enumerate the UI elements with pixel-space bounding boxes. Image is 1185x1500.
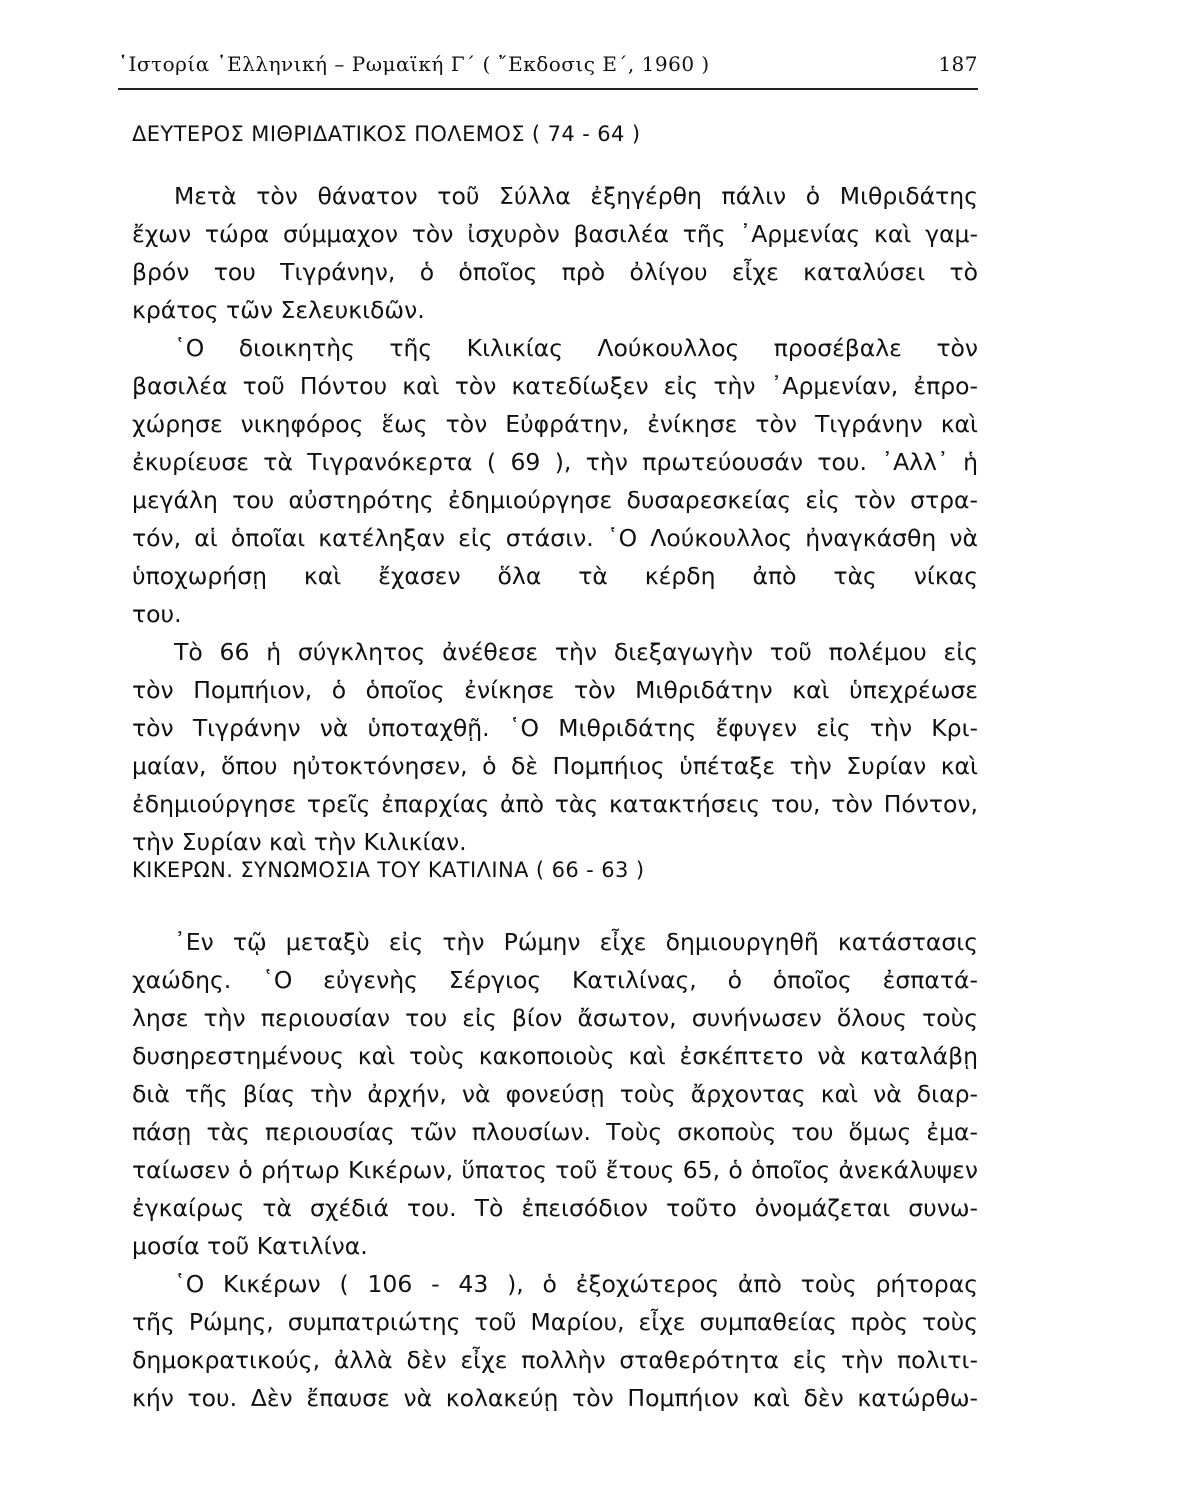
page-number: 187 (938, 52, 978, 76)
header-rule (118, 88, 978, 90)
text-line: Μετὰ τὸν θάνατον τοῦ Σύλλα ἐξηγέρθη πάλιν ὁ Μιθριδάτης (174, 182, 978, 210)
text-line: βρόν του Τιγράνην, ὁ ὁποῖος πρὸ ὀλίγου εἶχε καταλύσει τὸ (132, 258, 978, 286)
text-line: ἔχων τώρα σύμμαχον τὸν ἰσχυρὸν βασιλέα τῆς ᾿Αρμενίας καὶ γαμ- (132, 220, 978, 248)
section-heading: ΔΕΥΤΕΡΟΣ ΜΙΘΡΙΔΑΤΙΚΟΣ ΠΟΛΕΜΟΣ ( 74 - 64 ) (132, 122, 641, 146)
text-line: διὰ τῆς βίας τὴν ἀρχήν, νὰ φονεύσῃ τοὺς ἄρχοντας καὶ νὰ διαρ- (132, 1080, 978, 1108)
text-line: Τὸ 66 ἡ σύγκλητος ἀνέθεσε τὴν διεξαγωγὴν τοῦ πολέμου εἰς (174, 638, 978, 666)
text-line: ταίωσεν ὁ ρήτωρ Κικέρων, ὕπατος τοῦ ἔτους 65, ὁ ὁποῖος ἀνεκάλυψεν (132, 1156, 978, 1184)
text-line: κράτος τῶν Σελευκιδῶν. (132, 296, 425, 324)
text-line: λησε τὴν περιουσίαν του εἰς βίον ἄσωτον, συνήνωσεν ὅλους τοὺς (132, 1004, 978, 1032)
text-line: τὴν Συρίαν καὶ τὴν Κιλικίαν. (132, 828, 467, 856)
text-line: τὸν Πομπήιον, ὁ ὁποῖος ἐνίκησε τὸν Μιθριδάτην καὶ ὑπεχρέωσε (132, 676, 978, 704)
text-line: ἐγκαίρως τὰ σχέδιά του. Τὸ ἐπεισόδιον τοῦτο ὀνομάζεται συνω- (132, 1194, 978, 1222)
text-line: τόν, αἱ ὁποῖαι κατέληξαν εἰς στάσιν. ῾Ο Λούκουλλος ἠναγκάσθη νὰ (132, 524, 978, 552)
text-line: χαώδης. ῾Ο εὐγενὴς Σέργιος Κατιλίνας, ὁ ὁποῖος ἐσπατά- (132, 966, 978, 994)
text-line: δυσηρεστημένους καὶ τοὺς κακοποιοὺς καὶ ἐσκέπτετο νὰ καταλάβῃ (132, 1042, 978, 1070)
text-line: μεγάλη του αὐστηρότης ἐδημιούργησε δυσαρεσκείας εἰς τὸν στρα- (132, 486, 978, 514)
text-line: ὑποχωρήσῃ καὶ ἔχασεν ὅλα τὰ κέρδη ἀπὸ τὰς νίκας (132, 562, 978, 590)
text-line: του. (132, 600, 182, 628)
text-line: χώρησε νικηφόρος ἕως τὸν Εὐφράτην, ἐνίκησε τὸν Τιγράνην καὶ (132, 410, 978, 438)
running-header (118, 48, 978, 84)
text-line: ᾿Εν τῷ μεταξὺ εἰς τὴν Ρώμην εἶχε δημιουργηθῆ κατάστασις (174, 928, 978, 956)
text-line: μοσία τοῦ Κατιλίνα. (132, 1232, 368, 1260)
text-line: τῆς Ρώμης, συμπατριώτης τοῦ Μαρίου, εἶχε συμπαθείας πρὸς τοὺς (132, 1308, 978, 1336)
text-line: ῾Ο διοικητὴς τῆς Κιλικίας Λούκουλλος προσέβαλε τὸν (174, 334, 978, 362)
text-line: ῾Ο Κικέρων ( 106 - 43 ), ὁ ἐξοχώτερος ἀπὸ τοὺς ρήτορας (174, 1270, 978, 1298)
text-line: μαίαν, ὅπου ηὐτοκτόνησεν, ὁ δὲ Πομπήιος ὑπέταξε τὴν Συρίαν καὶ (132, 752, 978, 780)
text-line: δημοκρατικούς, ἀλλὰ δὲν εἶχε πολλὴν σταθερότητα εἰς τὴν πολιτι- (132, 1346, 978, 1374)
text-line: ἐδημιούργησε τρεῖς ἐπαρχίας ἀπὸ τὰς κατακτήσεις του, τὸν Πόντον, (132, 790, 978, 818)
running-title: ῾Ιστορία ῾Ελληνική – Ρωμαϊκή Γ΄ ( ῎Εκδοσις Ε΄, 1960 ) (118, 52, 710, 76)
text-line: κήν του. Δὲν ἔπαυσε νὰ κολακεύῃ τὸν Πομπήιον καὶ δὲν κατώρθω- (132, 1384, 978, 1412)
text-line: βασιλέα τοῦ Πόντου καὶ τὸν κατεδίωξεν εἰς τὴν ᾿Αρμενίαν, ἐπρο- (132, 372, 978, 400)
section-heading: ΚΙΚΕΡΩΝ. ΣΥΝΩΜΟΣΙΑ ΤΟΥ ΚΑΤΙΛΙΝΑ ( 66 - 63 ) (132, 858, 645, 882)
text-line: τὸν Τιγράνην νὰ ὑποταχθῇ. ῾Ο Μιθριδάτης ἔφυγεν εἰς τὴν Κρι- (132, 714, 978, 742)
text-line: πάσῃ τὰς περιουσίας τῶν πλουσίων. Τοὺς σκοποὺς του ὅμως ἐμα- (132, 1118, 978, 1146)
text-line: ἐκυρίευσε τὰ Τιγρανόκερτα ( 69 ), τὴν πρωτεύουσάν του. ᾿Αλλ᾿ ἡ (132, 448, 978, 476)
